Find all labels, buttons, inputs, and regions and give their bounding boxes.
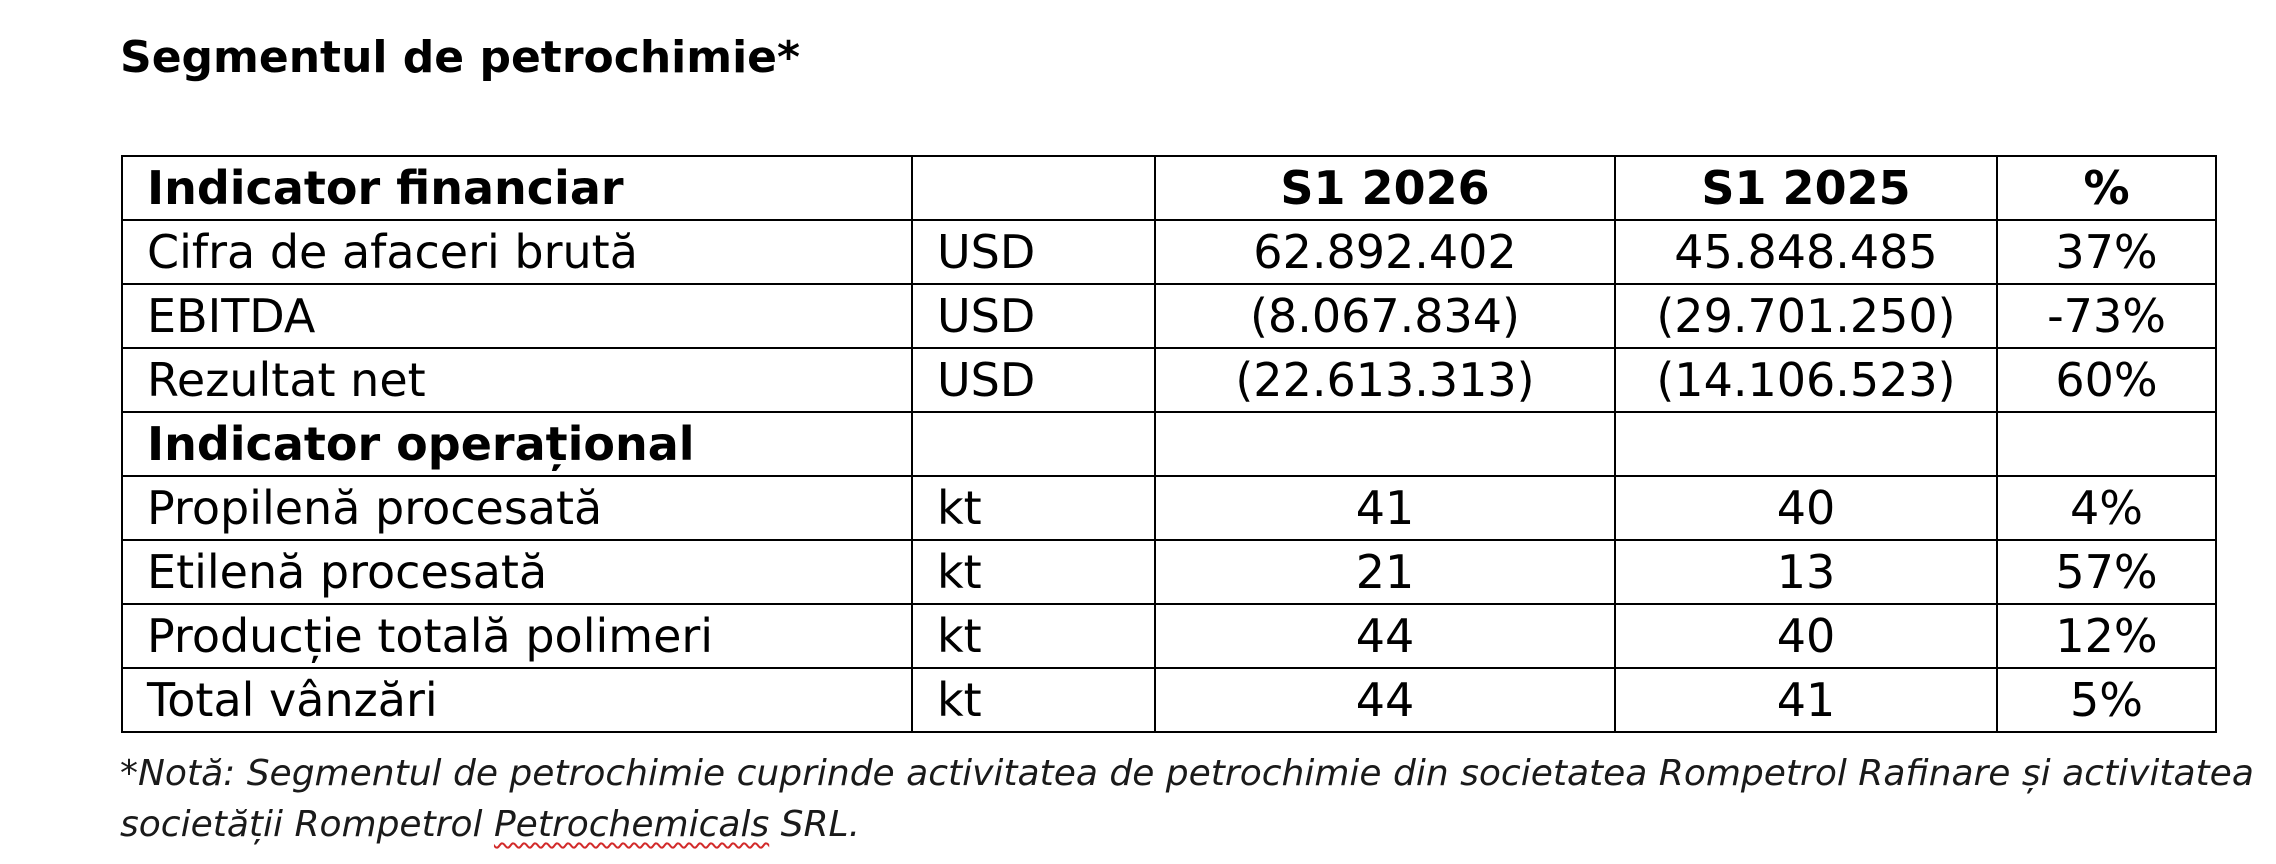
row-label: Etilenă procesată [122,540,912,604]
petrochemical-indicators-table [121,155,2217,733]
footnote [120,748,2260,850]
row-value-2026: 62.892.402 [1155,220,1615,284]
row-value-2026: (8.067.834) [1155,284,1615,348]
empty-cell [1615,412,1997,476]
footnote-text: *Notă: Segmentul de petrochimie cuprinde activitatea de petrochimie din societatea Rompetrol Rafinare și activitatea societății Rompetrol [120,753,2254,845]
row-unit: kt [912,604,1155,668]
row-value-2026: 44 [1155,604,1615,668]
header-s1-2026: S1 2026 [1155,156,1615,220]
row-percent: 5% [1997,668,2216,732]
row-value-2026: 44 [1155,668,1615,732]
row-value-2025: (29.701.250) [1615,284,1997,348]
table-row [122,668,2216,732]
row-label: Rezultat net [122,348,912,412]
row-label: Producție totală polimeri [122,604,912,668]
row-value-2026: (22.613.313) [1155,348,1615,412]
row-percent: 57% [1997,540,2216,604]
row-percent: 60% [1997,348,2216,412]
empty-cell [912,412,1155,476]
row-value-2025: (14.106.523) [1615,348,1997,412]
row-percent: 37% [1997,220,2216,284]
row-value-2025: 40 [1615,604,1997,668]
row-value-2025: 40 [1615,476,1997,540]
row-percent: -73% [1997,284,2216,348]
table-row [122,540,2216,604]
table-row [122,348,2216,412]
table-row [122,476,2216,540]
row-unit: USD [912,348,1155,412]
header-percent: % [1997,156,2216,220]
row-value-2026: 21 [1155,540,1615,604]
empty-cell [1997,412,2216,476]
header-indicator-financiar: Indicator financiar [122,156,912,220]
row-unit: USD [912,284,1155,348]
header-s1-2025: S1 2025 [1615,156,1997,220]
row-unit: kt [912,668,1155,732]
footnote-text-end: SRL. [769,804,861,845]
table-row [122,604,2216,668]
row-label: Total vânzări [122,668,912,732]
header-indicator-operational: Indicator operațional [122,412,912,476]
row-label: Propilenă procesată [122,476,912,540]
row-percent: 12% [1997,604,2216,668]
spellcheck-flagged-word[interactable]: Petrochemicals [493,804,770,845]
row-unit: USD [912,220,1155,284]
page-title: Segmentul de petrochimie* [120,32,801,83]
row-value-2025: 41 [1615,668,1997,732]
row-label: EBITDA [122,284,912,348]
table-row [122,284,2216,348]
table-row [122,220,2216,284]
row-unit: kt [912,476,1155,540]
operational-header-row [122,412,2216,476]
row-value-2026: 41 [1155,476,1615,540]
row-percent: 4% [1997,476,2216,540]
row-value-2025: 13 [1615,540,1997,604]
header-unit [912,156,1155,220]
row-unit: kt [912,540,1155,604]
row-value-2025: 45.848.485 [1615,220,1997,284]
empty-cell [1155,412,1615,476]
table-header-row [122,156,2216,220]
row-label: Cifra de afaceri brută [122,220,912,284]
